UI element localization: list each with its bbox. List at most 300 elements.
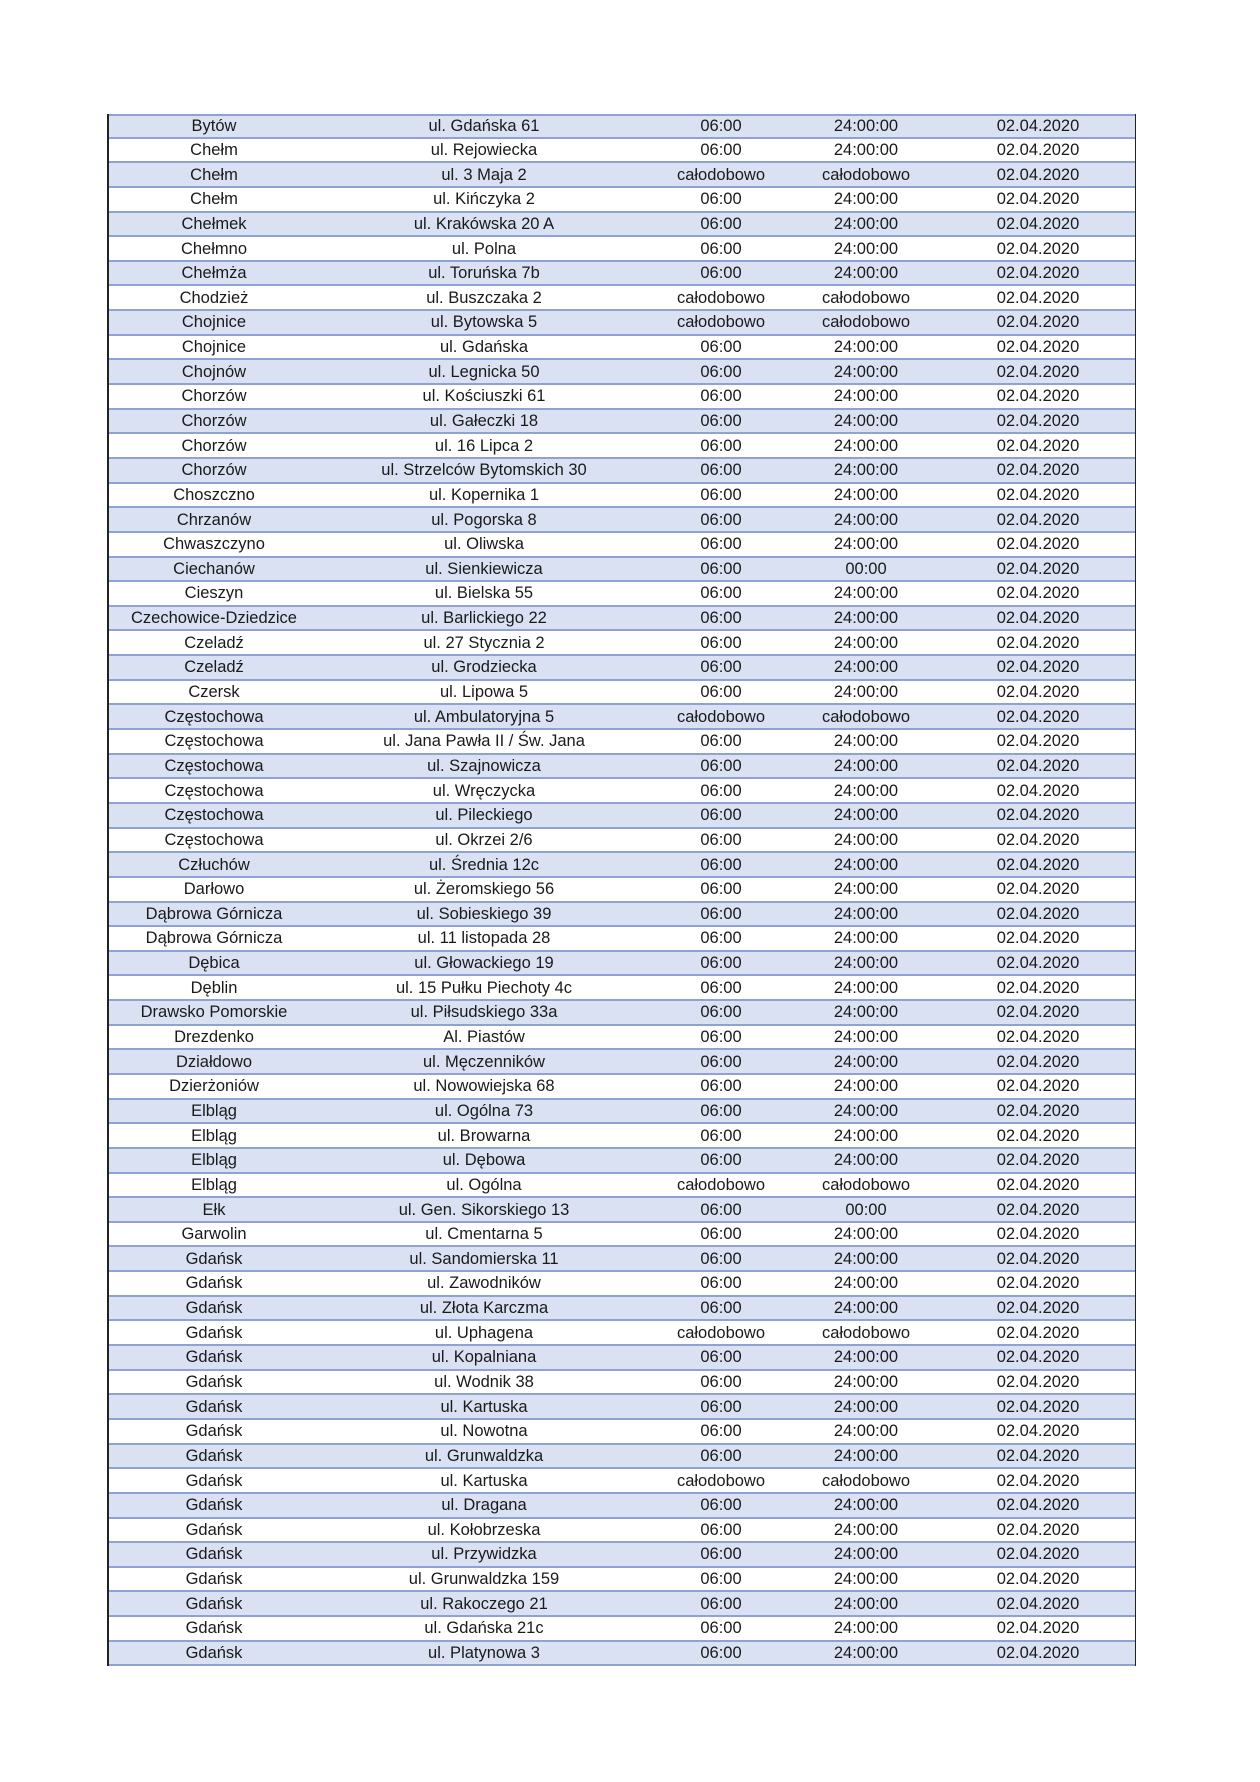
open-time-cell: 06:00 (700, 1126, 742, 1145)
address-cell: ul. Złota Karczma (419, 1299, 549, 1318)
date-cell: 02.04.2020 (996, 1471, 1080, 1490)
address-cell: ul. Kopalniana (431, 1348, 537, 1367)
date-cell: 02.04.2020 (996, 732, 1080, 751)
close-time-cell: 24:00:00 (833, 1520, 899, 1539)
city-cell: Chojnice (181, 313, 247, 332)
open-time-cell: 06:00 (700, 633, 742, 652)
close-time-cell: 24:00:00 (833, 683, 899, 702)
date-cell: 02.04.2020 (996, 1175, 1080, 1194)
date-cell: 02.04.2020 (996, 904, 1080, 923)
open-time-cell: 06:00 (700, 683, 742, 702)
table-row (109, 1592, 1135, 1617)
date-cell: 02.04.2020 (996, 1619, 1080, 1638)
address-cell: ul. 27 Stycznia 2 (423, 633, 545, 652)
date-cell: 02.04.2020 (996, 140, 1080, 159)
table-row (109, 484, 1135, 509)
city-cell: Dąbrowa Górnicza (145, 904, 283, 923)
address-cell: ul. Okrzei 2/6 (435, 830, 533, 849)
open-time-cell: całodobowo (676, 288, 766, 307)
city-cell: Chełm (190, 165, 238, 184)
table-row (109, 139, 1135, 164)
open-time-cell: 06:00 (700, 412, 742, 430)
close-time-cell: 24:00:00 (833, 1151, 899, 1170)
city-cell: Człuchów (178, 855, 250, 874)
close-time-cell: 24:00:00 (833, 830, 899, 849)
open-time-cell: 06:00 (700, 535, 742, 554)
open-time-cell: 06:00 (700, 1372, 742, 1391)
open-time-cell: 06:00 (700, 954, 742, 973)
table-row (109, 1371, 1135, 1396)
address-cell: ul. Cmentarna 5 (425, 1225, 543, 1244)
close-time-cell: 24:00:00 (833, 140, 899, 159)
date-cell: 02.04.2020 (996, 559, 1080, 578)
address-cell: ul. Grunwaldzka 159 (408, 1570, 560, 1589)
open-time-cell: 06:00 (700, 1101, 742, 1120)
open-time-cell: 06:00 (700, 880, 742, 899)
date-cell: 02.04.2020 (996, 1028, 1080, 1047)
open-time-cell: 06:00 (700, 904, 742, 923)
open-time-cell: 06:00 (700, 658, 742, 677)
city-cell: Działdowo (175, 1052, 253, 1071)
close-time-cell: 24:00:00 (833, 633, 899, 652)
table-row (109, 952, 1135, 977)
close-time-cell: 24:00:00 (833, 1101, 899, 1120)
open-time-cell: 06:00 (700, 1619, 742, 1638)
open-time-cell: 06:00 (700, 239, 742, 258)
table-row (109, 1050, 1135, 1075)
date-cell: 02.04.2020 (996, 584, 1080, 603)
address-cell: ul. Żeromskiego 56 (413, 880, 555, 899)
address-cell: ul. Kościuszki 61 (422, 387, 546, 406)
close-time-cell: 24:00:00 (833, 510, 899, 529)
city-cell: Darłowo (183, 880, 245, 899)
close-time-cell: całodobowo (821, 707, 911, 726)
close-time-cell: 24:00:00 (833, 1422, 899, 1441)
date-cell: 02.04.2020 (996, 1077, 1080, 1096)
open-time-cell: 06:00 (700, 338, 742, 357)
city-cell: Gdańsk (185, 1644, 243, 1663)
open-time-cell: 06:00 (700, 781, 742, 800)
close-time-cell: całodobowo (821, 313, 911, 332)
date-cell: 02.04.2020 (996, 1151, 1080, 1170)
date-cell: 02.04.2020 (996, 830, 1080, 849)
address-cell: ul. Przywidzka (431, 1545, 537, 1564)
city-cell: Gdańsk (185, 1545, 243, 1564)
city-cell: Chorzów (181, 412, 247, 430)
open-time-cell: całodobowo (676, 165, 766, 184)
close-time-cell: 00:00 (845, 559, 887, 578)
city-cell: Chorzów (181, 436, 247, 455)
address-cell: ul. Nowowiejska 68 (413, 1077, 555, 1096)
table-row (109, 1247, 1135, 1272)
address-cell: ul. Kartuska (440, 1397, 528, 1416)
date-cell: 02.04.2020 (996, 1496, 1080, 1515)
table-row (109, 286, 1135, 311)
open-time-cell: 06:00 (700, 1028, 742, 1047)
close-time-cell: całodobowo (821, 1175, 911, 1194)
address-cell: ul. Ogólna 73 (434, 1101, 534, 1120)
close-time-cell: 24:00:00 (833, 535, 899, 554)
city-cell: Częstochowa (164, 756, 264, 775)
open-time-cell: 06:00 (700, 461, 742, 480)
date-cell: 02.04.2020 (996, 485, 1080, 504)
close-time-cell: całodobowo (821, 1471, 911, 1490)
stations-table (107, 114, 1136, 1666)
open-time-cell: 06:00 (700, 1151, 742, 1170)
close-time-cell: 24:00:00 (833, 338, 899, 357)
address-cell: Al. Piastów (443, 1028, 525, 1047)
date-cell: 02.04.2020 (996, 1249, 1080, 1268)
close-time-cell: 24:00:00 (833, 1003, 899, 1022)
date-cell: 02.04.2020 (996, 633, 1080, 652)
date-cell: 02.04.2020 (996, 239, 1080, 258)
date-cell: 02.04.2020 (996, 1348, 1080, 1367)
city-cell: Elbląg (191, 1126, 237, 1145)
city-cell: Gdańsk (185, 1570, 243, 1589)
close-time-cell: 24:00:00 (833, 387, 899, 406)
address-cell: ul. Ambulatoryjna 5 (413, 707, 555, 726)
open-time-cell: 06:00 (700, 214, 742, 233)
open-time-cell: 06:00 (700, 806, 742, 825)
city-cell: Elbląg (191, 1151, 237, 1170)
city-cell: Garwolin (181, 1225, 247, 1244)
open-time-cell: 06:00 (700, 1446, 742, 1465)
city-cell: Ełk (202, 1200, 226, 1219)
address-cell: ul. Polna (451, 239, 517, 258)
city-cell: Elbląg (191, 1175, 237, 1194)
table-row (109, 681, 1135, 706)
date-cell: 02.04.2020 (996, 1323, 1080, 1342)
close-time-cell: 24:00:00 (833, 584, 899, 603)
city-cell: Drawsko Pomorskie (140, 1003, 288, 1022)
close-time-cell: 24:00:00 (833, 1397, 899, 1416)
table-row (109, 508, 1135, 533)
date-cell: 02.04.2020 (996, 338, 1080, 357)
address-cell: ul. Gdańska 61 (428, 117, 540, 136)
city-cell: Choszczno (173, 485, 255, 504)
table-row (109, 188, 1135, 213)
city-cell: Czechowice-Dziedzice (131, 609, 297, 628)
table-row (109, 213, 1135, 238)
table-row (109, 582, 1135, 607)
open-time-cell: 06:00 (700, 1422, 742, 1441)
city-cell: Chojnice (181, 338, 247, 357)
city-cell: Gdańsk (185, 1471, 243, 1490)
address-cell: ul. Piłsudskiego 33a (410, 1003, 558, 1022)
date-cell: 02.04.2020 (996, 1101, 1080, 1120)
date-cell: 02.04.2020 (996, 609, 1080, 628)
city-cell: Gdańsk (185, 1348, 243, 1367)
address-cell: ul. Grunwaldzka (424, 1446, 544, 1465)
close-time-cell: 24:00:00 (833, 1496, 899, 1515)
close-time-cell: 24:00:00 (833, 1299, 899, 1318)
table-row (109, 1568, 1135, 1593)
city-cell: Gdańsk (185, 1397, 243, 1416)
city-cell: Częstochowa (164, 781, 264, 800)
table-row (109, 459, 1135, 484)
date-cell: 02.04.2020 (996, 190, 1080, 209)
city-cell: Gdańsk (185, 1422, 243, 1441)
table-row (109, 311, 1135, 336)
date-cell: 02.04.2020 (996, 510, 1080, 529)
close-time-cell: 24:00:00 (833, 1545, 899, 1564)
address-cell: ul. Nowotna (440, 1422, 528, 1441)
table-row (109, 1100, 1135, 1125)
date-cell: 02.04.2020 (996, 165, 1080, 184)
city-cell: Chorzów (181, 461, 247, 480)
table-row (109, 533, 1135, 558)
date-cell: 02.04.2020 (996, 1644, 1080, 1663)
open-time-cell: 06:00 (700, 1644, 742, 1663)
address-cell: ul. Uphagena (434, 1323, 534, 1342)
date-cell: 02.04.2020 (996, 756, 1080, 775)
address-cell: ul. Gdańska 21c (424, 1619, 544, 1638)
open-time-cell: 06:00 (700, 1520, 742, 1539)
table-row (109, 804, 1135, 829)
address-cell: ul. Grodziecka (431, 658, 537, 677)
close-time-cell: 24:00:00 (833, 756, 899, 775)
close-time-cell: całodobowo (821, 1323, 911, 1342)
date-cell: 02.04.2020 (996, 1200, 1080, 1219)
table-row (109, 1519, 1135, 1544)
open-time-cell: 06:00 (700, 140, 742, 159)
table-row (109, 262, 1135, 287)
close-time-cell: 24:00:00 (833, 436, 899, 455)
table-row (109, 631, 1135, 656)
close-time-cell: 24:00:00 (833, 1225, 899, 1244)
date-cell: 02.04.2020 (996, 288, 1080, 307)
table-row (109, 1198, 1135, 1223)
date-cell: 02.04.2020 (996, 1397, 1080, 1416)
address-cell: ul. Bielska 55 (434, 584, 534, 603)
table-row (109, 1223, 1135, 1248)
open-time-cell: 06:00 (700, 485, 742, 504)
address-cell: ul. Barlickiego 22 (421, 609, 547, 628)
city-cell: Dęblin (190, 978, 238, 997)
city-cell: Chwaszczyno (163, 535, 265, 554)
city-cell: Chełm (190, 140, 238, 159)
close-time-cell: 24:00:00 (833, 806, 899, 825)
close-time-cell: całodobowo (821, 165, 911, 184)
date-cell: 02.04.2020 (996, 1052, 1080, 1071)
address-cell: ul. Lipowa 5 (439, 683, 529, 702)
close-time-cell: 24:00:00 (833, 1644, 899, 1663)
table-row (109, 1543, 1135, 1568)
table-row (109, 779, 1135, 804)
address-cell: ul. Kartuska (440, 1471, 528, 1490)
table-row (109, 163, 1135, 188)
open-time-cell: 06:00 (700, 1570, 742, 1589)
address-cell: ul. Browarna (437, 1126, 531, 1145)
date-cell: 02.04.2020 (996, 264, 1080, 283)
table-row (109, 1124, 1135, 1149)
table-row (109, 1149, 1135, 1174)
table-row (109, 903, 1135, 928)
open-time-cell: 06:00 (700, 1397, 742, 1416)
date-cell: 02.04.2020 (996, 436, 1080, 455)
address-cell: ul. 16 Lipca 2 (434, 436, 534, 455)
date-cell: 02.04.2020 (996, 1545, 1080, 1564)
close-time-cell: 24:00:00 (833, 781, 899, 800)
open-time-cell: 06:00 (700, 1225, 742, 1244)
address-cell: ul. Gałeczki 18 (429, 412, 539, 430)
date-cell: 02.04.2020 (996, 313, 1080, 332)
address-cell: ul. Toruńska 7b (428, 264, 540, 283)
address-cell: ul. Szajnowicza (427, 756, 541, 775)
open-time-cell: 06:00 (700, 117, 742, 136)
open-time-cell: 06:00 (700, 1496, 742, 1515)
open-time-cell: 06:00 (700, 1200, 742, 1219)
city-cell: Chełmża (181, 264, 247, 283)
address-cell: ul. Sobieskiego 39 (416, 904, 552, 923)
date-cell: 02.04.2020 (996, 387, 1080, 406)
close-time-cell: 24:00:00 (833, 239, 899, 258)
open-time-cell: 06:00 (700, 559, 742, 578)
open-time-cell: 06:00 (700, 1594, 742, 1613)
city-cell: Gdańsk (185, 1372, 243, 1391)
city-cell: Chełmno (180, 239, 248, 258)
close-time-cell: 24:00:00 (833, 412, 899, 430)
address-cell: ul. Gdańska (439, 338, 529, 357)
table-row (109, 1272, 1135, 1297)
close-time-cell: 24:00:00 (833, 880, 899, 899)
open-time-cell: 06:00 (700, 387, 742, 406)
close-time-cell: 24:00:00 (833, 929, 899, 948)
address-cell: ul. Kołobrzeska (427, 1520, 541, 1539)
open-time-cell: całodobowo (676, 313, 766, 332)
city-cell: Bytów (191, 117, 237, 136)
close-time-cell: 24:00:00 (833, 855, 899, 874)
address-cell: ul. Gen. Sikorskiego 13 (398, 1200, 570, 1219)
address-cell: ul. Dragana (441, 1496, 527, 1515)
date-cell: 02.04.2020 (996, 880, 1080, 899)
date-cell: 02.04.2020 (996, 683, 1080, 702)
open-time-cell: 06:00 (700, 830, 742, 849)
address-cell: ul. Wodnik 38 (434, 1372, 534, 1391)
address-cell: ul. 15 Pułku Piechoty 4c (395, 978, 573, 997)
city-cell: Częstochowa (164, 707, 264, 726)
close-time-cell: 24:00:00 (833, 117, 899, 136)
open-time-cell: 06:00 (700, 190, 742, 209)
table-row (109, 1174, 1135, 1199)
city-cell: Częstochowa (164, 806, 264, 825)
date-cell: 02.04.2020 (996, 1274, 1080, 1293)
table-row (109, 927, 1135, 952)
table-row (109, 829, 1135, 854)
date-cell: 02.04.2020 (996, 1446, 1080, 1465)
table-row (109, 1321, 1135, 1346)
date-cell: 02.04.2020 (996, 781, 1080, 800)
city-cell: Drezdenko (174, 1028, 254, 1047)
open-time-cell: całodobowo (676, 707, 766, 726)
close-time-cell: 24:00:00 (833, 1052, 899, 1071)
open-time-cell: 06:00 (700, 732, 742, 751)
address-cell: ul. Pogorska 8 (431, 510, 537, 529)
date-cell: 02.04.2020 (996, 707, 1080, 726)
city-cell: Częstochowa (164, 830, 264, 849)
date-cell: 02.04.2020 (996, 1299, 1080, 1318)
table-row (109, 607, 1135, 632)
table-row (109, 1075, 1135, 1100)
date-cell: 02.04.2020 (996, 535, 1080, 554)
city-cell: Chełmek (181, 214, 247, 233)
table-row (109, 1346, 1135, 1371)
city-cell: Gdańsk (185, 1274, 243, 1293)
close-time-cell: 24:00:00 (833, 1594, 899, 1613)
address-cell: ul. Zawodników (427, 1274, 541, 1293)
address-cell: ul. Kińczyka 2 (433, 190, 535, 209)
date-cell: 02.04.2020 (996, 1422, 1080, 1441)
open-time-cell: 06:00 (700, 855, 742, 874)
city-cell: Gdańsk (185, 1323, 243, 1342)
city-cell: Czeladź (184, 633, 244, 652)
close-time-cell: 24:00:00 (833, 609, 899, 628)
date-cell: 02.04.2020 (996, 412, 1080, 430)
address-cell: ul. Jana Pawła II / Św. Jana (383, 732, 585, 751)
close-time-cell: 24:00:00 (833, 1372, 899, 1391)
close-time-cell: 24:00:00 (833, 1077, 899, 1096)
open-time-cell: 06:00 (700, 756, 742, 775)
open-time-cell: całodobowo (676, 1175, 766, 1194)
open-time-cell: 06:00 (700, 362, 742, 381)
open-time-cell: 06:00 (700, 1299, 742, 1318)
date-cell: 02.04.2020 (996, 117, 1080, 136)
table-row (109, 558, 1135, 583)
date-cell: 02.04.2020 (996, 1372, 1080, 1391)
address-cell: ul. Męczenników (423, 1052, 545, 1071)
address-cell: ul. Sienkiewicza (425, 559, 543, 578)
address-cell: ul. Głowackiego 19 (414, 954, 554, 973)
open-time-cell: 06:00 (700, 584, 742, 603)
table-row (109, 1420, 1135, 1445)
date-cell: 02.04.2020 (996, 362, 1080, 381)
city-cell: Gdańsk (185, 1249, 243, 1268)
close-time-cell: 24:00:00 (833, 1570, 899, 1589)
table-row (109, 1469, 1135, 1494)
table-row (109, 1445, 1135, 1470)
address-cell: ul. Sandomierska 11 (409, 1249, 559, 1268)
city-cell: Czersk (188, 683, 240, 702)
city-cell: Chodzież (179, 288, 249, 307)
open-time-cell: całodobowo (676, 1323, 766, 1342)
city-cell: Gdańsk (185, 1446, 243, 1465)
close-time-cell: 24:00:00 (833, 904, 899, 923)
address-cell: ul. Buszczaka 2 (426, 288, 542, 307)
close-time-cell: 24:00:00 (833, 190, 899, 209)
date-cell: 02.04.2020 (996, 1520, 1080, 1539)
open-time-cell: 06:00 (700, 436, 742, 455)
table-row (109, 237, 1135, 262)
address-cell: ul. Dębowa (442, 1151, 526, 1170)
close-time-cell: 24:00:00 (833, 1249, 899, 1268)
address-cell: ul. Rejowiecka (430, 140, 538, 159)
date-cell: 02.04.2020 (996, 978, 1080, 997)
city-cell: Dzierżoniów (169, 1077, 259, 1096)
date-cell: 02.04.2020 (996, 1225, 1080, 1244)
open-time-cell: 06:00 (700, 978, 742, 997)
table-row (109, 976, 1135, 1001)
close-time-cell: 24:00:00 (833, 362, 899, 381)
date-cell: 02.04.2020 (996, 855, 1080, 874)
address-cell: ul. Ogólna (446, 1175, 522, 1194)
open-time-cell: 06:00 (700, 1052, 742, 1071)
table-row (109, 360, 1135, 385)
city-cell: Gdańsk (185, 1520, 243, 1539)
date-cell: 02.04.2020 (996, 954, 1080, 973)
city-cell: Elbląg (191, 1101, 237, 1120)
table-row (109, 878, 1135, 903)
city-cell: Gdańsk (185, 1496, 243, 1515)
